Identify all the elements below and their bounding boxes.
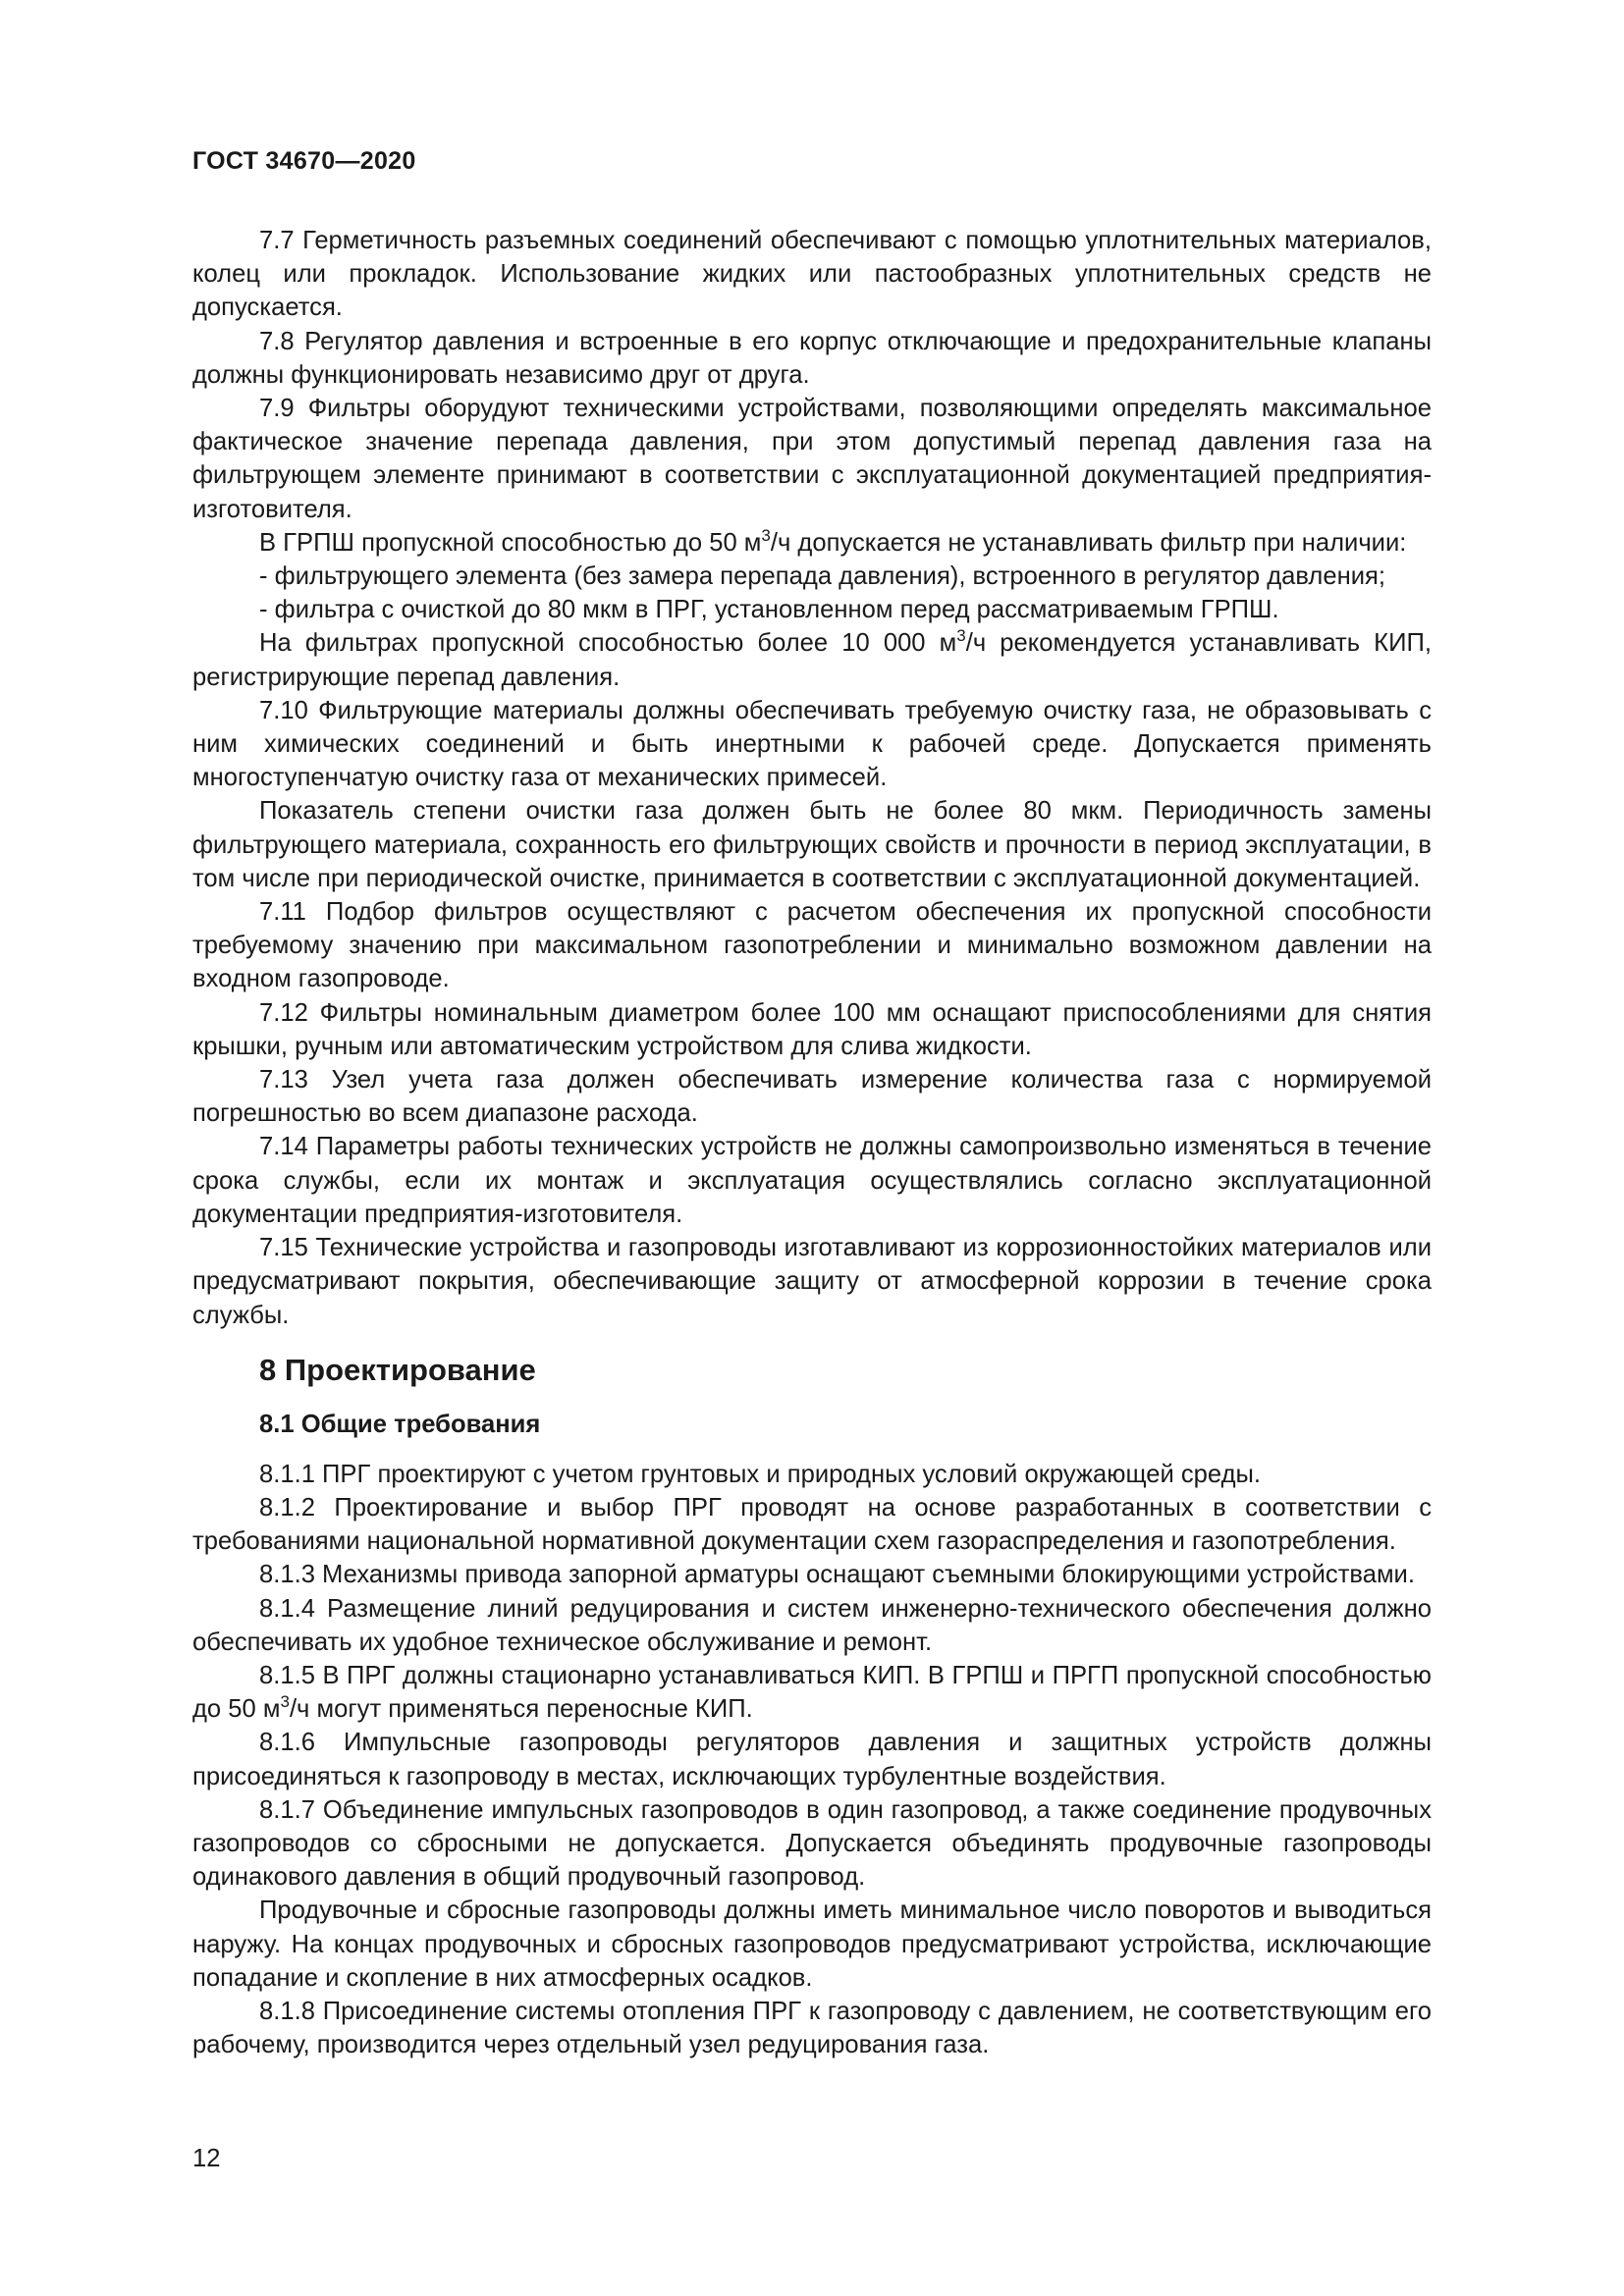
paragraph-8-1-3: 8.1.3 Механизмы привода запорной арматуры оснащают съемными блокирующими устройствами. [259,1561,1415,1589]
paragraph-8-1-2: 8.1.2 Проектирование и выбор ПРГ проводят на основе разработанных в соответствии с требованиями национальной нормативной документации схем газораспределения и газопотребления. [192,1493,1432,1556]
paragraph-8-1-8: 8.1.8 Присоединение системы отопления ПРГ к газопроводу с давлением, не соответствующим его рабочему, производится через отдельный узел редуцирования газа. [192,1997,1432,2059]
text-span: /ч допускается не устанавливать фильтр при наличии: [770,528,1407,557]
paragraph-8-1-7: 8.1.7 Объединение импульсных газопроводов в один газопровод, а также соединение продувочных газопроводов со сбросными не допускается. Допускается объединять продувочные газопроводы одинакового давления в общий продувочный газопровод. [192,1795,1432,1892]
paragraph-8-1-6: 8.1.6 Импульсные газопроводы регуляторов давления и защитных устройств должны присоединяться к газопроводу в местах, исключающих турбулентные воздействия. [192,1729,1432,1790]
paragraph-8-1-5 [192,1659,1432,1726]
paragraph-grpsh-filter [192,526,1432,560]
paragraph-7-8: 7.8 Регулятор давления и встроенные в его корпус отключающие и предохранительные клапаны должны функционировать независимо друг от друга. [192,327,1432,389]
paragraph-purity: Показатель степени очистки газа должен быть не более 80 мкм. Периодичность замены фильтрующего материала, сохранность его фильтрующих свойств и прочности в период эксплуатации, в том числе при периодической очистке, принимается в соответствии с эксплуатационной документацией. [192,797,1432,892]
paragraph-7-9: 7.9 Фильтры оборудуют техническими устройствами, позволяющими определять максимальное фактическое значение перепада давления, при этом допустимый перепад давления газа на фильтрующем элементе принимают в соответствии с эксплуатационной документацией предприятия-изготовителя. [192,395,1432,523]
page-number: 12 [192,2145,221,2172]
section-8-heading: 8 Проектирование [259,1352,536,1387]
superscript: 3 [761,525,771,545]
paragraph-7-10: 7.10 Фильтрующие материалы должны обеспечивать требуемую очистку газа, не образовывать с ним химических соединений и быть инертными к рабочей среде. Допускается применять многоступенчатую очистку газа от механических примесей. [192,696,1432,792]
list-item-filter-80: - фильтра с очисткой до 80 мкм в ПРГ, установленном перед рассматриваемым ГРПШ. [259,596,1279,624]
document-header: ГОСТ 34670—2020 [192,147,416,175]
text-span: На фильтрах пропускной способностью более 10 000 м [259,629,957,658]
paragraph-7-13: 7.13 Узел учета газа должен обеспечивать измерение количества газа с нормируемой погрешностью во всем диапазоне расхода. [192,1066,1432,1128]
document-body [192,224,1432,2061]
superscript: 3 [956,626,966,646]
subsection-8-1-heading: 8.1 Общие требования [259,1410,541,1438]
text-span: В ГРПШ пропускной способностью до 50 м [259,528,762,557]
paragraph-8-1-1: 8.1.1 ПРГ проектируют с учетом грунтовых и природных условий окружающей среды. [259,1460,1262,1488]
paragraph-7-12: 7.12 Фильтры номинальным диаметром более 100 мм оснащают приспособлениями для снятия крышки, ручным или автоматическим устройством для слива жидкости. [192,998,1432,1060]
paragraph-7-15: 7.15 Технические устройства и газопроводы изготавливают из коррозионностойких материалов или предусматривают покрытия, обеспечивающие защиту от атмосферной коррозии в течение срока службы. [192,1234,1432,1329]
paragraph-7-7: 7.7 Герметичность разъемных соединений обеспечивают с помощью уплотнительных материалов, колец или прокладок. Использование жидких или пастообразных уплотнительных средств не допускается. [192,227,1432,322]
superscript: 3 [280,1692,290,1712]
paragraph-filters-kip [192,626,1432,693]
text-span: /ч могут применяться переносные КИП. [289,1695,753,1724]
text-span: 8.1.5 В ПРГ должны стационарно устанавливаться КИП. В ГРПШ и ПРГП пропускной способностью до 50 м [192,1661,1432,1724]
paragraph-7-11: 7.11 Подбор фильтров осуществляют с расчетом обеспечения их пропускной способности требуемому значению при максимальном газопотреблении и минимально возможном давлении на входном газопроводе. [192,898,1432,993]
paragraph-8-1-4: 8.1.4 Размещение линий редуцирования и систем инженерно-технического обеспечения должно обеспечивать их удобное техническое обслуживание и ремонт. [192,1594,1432,1656]
text-span: /ч рекомендуется устанавливать КИП, регистрирующие перепад давления. [192,629,1432,691]
list-item-filter-element: - фильтрующего элемента (без замера перепада давления), встроенного в регулятор давления; [259,562,1385,591]
paragraph-7-14: 7.14 Параметры работы технических устройств не должны самопроизвольно изменяться в течение срока службы, если их монтаж и эксплуатация осуществлялись согласно эксплуатационной документации предприятия-изготовителя. [192,1133,1432,1228]
paragraph-purge: Продувочные и сбросные газопроводы должны иметь минимальное число поворотов и выводиться наружу. На концах продувочных и сбросных газопроводов предусматривают устройства, исключающие попадание и скопление в них атмосферных осадков. [192,1896,1432,1992]
